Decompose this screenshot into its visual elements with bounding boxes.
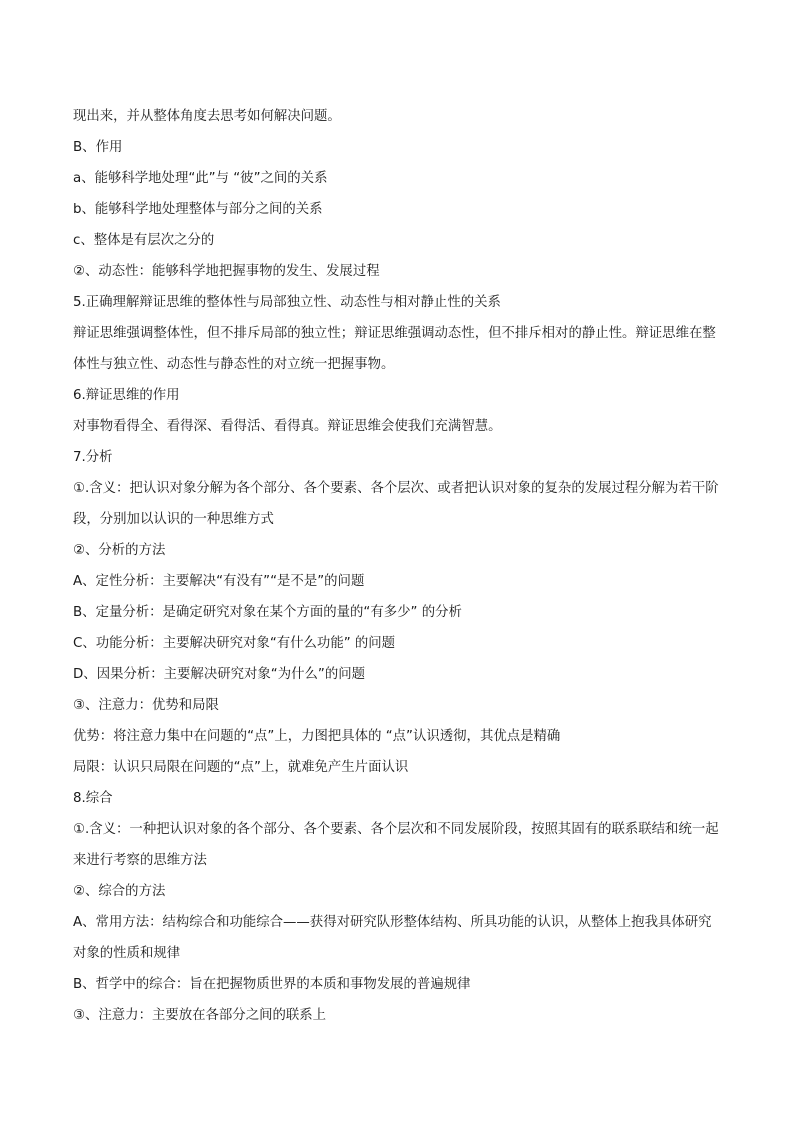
text-line: A、定性分析：主要解决“有没有”“是不是”的问题 <box>73 574 365 589</box>
section-heading: 7.分析 <box>73 450 113 465</box>
text-line: B、哲学中的综合：旨在把握物质世界的本质和事物发展的普遍规律 <box>73 977 471 992</box>
text-line: ②、动态性：能够科学地把握事物的发生、发展过程 <box>73 264 380 279</box>
text-line: a、能够科学地处理“此”与 “彼”之间的关系 <box>73 171 328 186</box>
paragraph: A、常用方法：结构综合和功能综合——获得对研究队形整体结构、所具功能的认识，从整体上抱我具体研究对象的性质和规律 <box>73 915 712 961</box>
text-line: B、定量分析：是确定研究对象在某个方面的量的“有多少” 的分析 <box>73 605 462 620</box>
text-line: 优势：将注意力集中在问题的“点”上，力图把具体的 “点”认识透彻，其优点是精确 <box>73 729 561 744</box>
subsection-heading: ②、分析的方法 <box>73 543 166 558</box>
text-line: 现出来，并从整体角度去思考如何解决问题。 <box>73 109 341 124</box>
section-heading: 8.综合 <box>73 791 113 806</box>
subsection-heading: ③、注意力：优势和局限 <box>73 698 219 713</box>
section-heading: 5.正确理解辩证思维的整体性与局部独立性、动态性与相对静止性的关系 <box>73 295 501 310</box>
text-line: D、因果分析：主要解决研究对象“为什么”的问题 <box>73 667 365 682</box>
text-line: 对事物看得全、看得深、看得活、看得真。辩证思维会使我们充满智慧。 <box>73 419 502 434</box>
subsection-heading: ②、综合的方法 <box>73 884 166 899</box>
text-line: 局限：认识只局限在问题的“点”上，就难免产生片面认识 <box>73 760 409 775</box>
paragraph: ①.含义：把认识对象分解为各个部分、各个要素、各个层次、或者把认识对象的复杂的发展过程分解为若干阶段，分别加以认识的一种思维方式 <box>73 481 719 527</box>
text-line: b、能够科学地处理整体与部分之间的关系 <box>73 202 323 217</box>
text-line: ③、注意力：主要放在各部分之间的联系上 <box>73 1008 327 1023</box>
text-line: C、功能分析：主要解决研究对象“有什么功能” 的问题 <box>73 636 396 651</box>
paragraph: ①.含义：一种把认识对象的各个部分、各个要素、各个层次和不同发展阶段，按照其固有的联系联结和统一起来进行考察的思维方法 <box>73 822 719 868</box>
subsection-heading: B、作用 <box>73 140 123 155</box>
text-line: c、整体是有层次之分的 <box>73 233 215 248</box>
paragraph: 辩证思维强调整体性，但不排斥局部的独立性；辩证思维强调动态性，但不排斥相对的静止性。辩证思维在整体性与独立性、动态性与静态性的对立统一把握事物。 <box>73 326 716 372</box>
section-heading: 6.辩证思维的作用 <box>73 388 180 403</box>
document-body <box>73 101 721 1031</box>
